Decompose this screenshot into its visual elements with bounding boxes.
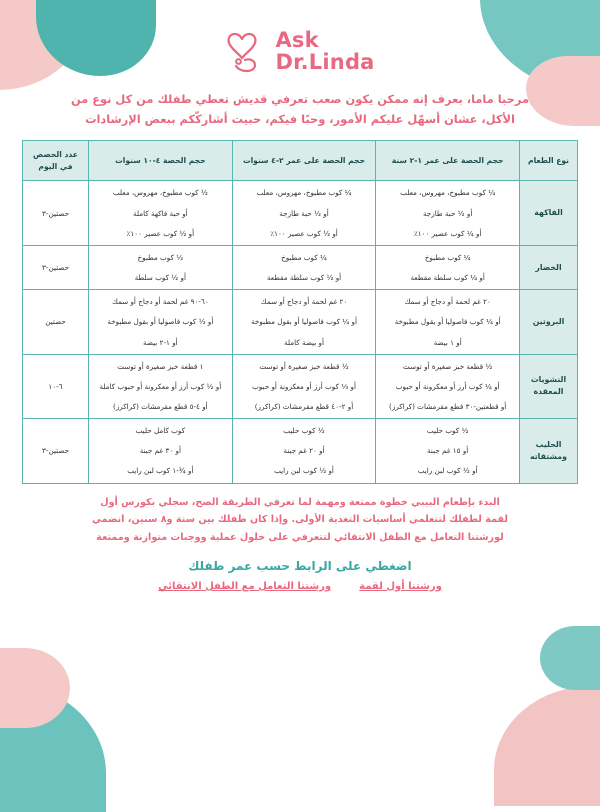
- cell-fruit-age-2-4: [232, 181, 376, 245]
- cell-line: أو ½ كوب عصير ١٠٠٪: [126, 228, 195, 238]
- cell-line: ½ كوب مطبوخ: [137, 252, 184, 262]
- cell-line: أو ¼ كوب عصير ١٠٠٪: [413, 228, 482, 238]
- cta-text: اضغطي على الرابط حسب عمر طفلك: [188, 558, 412, 573]
- column-header-age-2-4: حجم الحصة على عمر ٢-٤ سنوات: [232, 140, 376, 181]
- cell-line: أو ١-٢ بيضة: [143, 337, 178, 347]
- cell-vegetables-age-1-2: [376, 245, 520, 289]
- brand-line-2: Dr.Linda: [275, 50, 375, 74]
- brand-logo: [22, 0, 578, 74]
- footer-links: [22, 581, 578, 598]
- cell-fruit-servings: حصتين-٣: [23, 181, 89, 245]
- intro-line-2: الأكل، عشان أسهّل عليكم الأمور، وحبًا فيكم، حبيت أشاركّكم ببعض الإرشادات: [85, 111, 515, 126]
- row-label-fruit: الفاكهة: [520, 181, 578, 245]
- cell-vegetables-age-4-10: [89, 245, 233, 289]
- cell-line: ٢٠ غم لحمة أو دجاج أو سمك: [404, 297, 491, 307]
- cell-line: أو ⅓ كوب أرز أو معكرونة أو حبوب: [252, 381, 356, 391]
- cell-line: ½ كوب حليب: [283, 426, 325, 436]
- cell-carbs-age-2-4: [232, 354, 376, 418]
- cell-carbs-age-4-10: [89, 354, 233, 418]
- cell-line: ١ قطعة خبز صغيرة أو توست: [117, 361, 204, 371]
- cell-protein-age-4-10: [89, 290, 233, 354]
- cell-line: أو ١ بيضة: [433, 337, 462, 347]
- decorative-blob-bottom-right-pink: [494, 686, 600, 806]
- table-row: [23, 419, 578, 483]
- column-header-age-4-10: حجم الحصة ٤-١٠ سنوات: [89, 140, 233, 181]
- cell-line: أو قطعتين-٣٠ قطع مقرمشات (كراكرز): [389, 402, 507, 411]
- cell-line: أو ½ كوب لبن رايب: [274, 466, 334, 476]
- cell-line: أو ½ حبة طازجة: [279, 208, 329, 218]
- table-row: [23, 290, 578, 354]
- intro-line-1: مرحبا ماما، بعرف إنه ممكن يكون صعب تعرفي قديش تعطي طفلك من كل نوع من: [70, 92, 529, 106]
- cell-carbs-age-1-2: [376, 354, 520, 418]
- cell-protein-age-1-2: [376, 290, 520, 354]
- cell-line: ½ قطعة خبز صغيرة أو توست: [402, 361, 493, 371]
- cell-line: ½ كوب مطبوخ، مهروس، معلب: [112, 188, 208, 198]
- footer-line-3: لورشتنا التعامل مع الطفل الانتقائي لتتعرفي على حلول عملية ووجبات متوازنة وممتعة: [96, 532, 504, 544]
- cell-line: ¼ كوب مطبوخ: [424, 252, 471, 262]
- cell-line: أو ١٥ غم جبنة: [427, 446, 469, 456]
- cell-protein-servings: حصتين: [23, 290, 89, 354]
- cell-line: ٢٠ غم لحمة أو دجاج أو سمك: [260, 297, 348, 307]
- footer-text: [40, 494, 560, 547]
- hand-heart-icon: [225, 28, 265, 74]
- cell-line: ¼ كوب مطبوخ، مهروس، معلب: [400, 188, 496, 198]
- cell-line: أو ٤-٥ قطع مقرمشات (كراكرز): [113, 402, 208, 411]
- brand-line-1: Ask: [275, 27, 319, 52]
- row-label-vegetables: الخضار: [520, 245, 578, 289]
- table-row: [23, 181, 578, 245]
- cell-vegetables-servings: حصتين-٣: [23, 245, 89, 289]
- column-header-servings: عدد الحصص في اليوم: [23, 140, 89, 181]
- cell-line: أو ٣٠ غم جبنة: [139, 446, 181, 456]
- cell-line: ½ كوب حليب: [426, 426, 469, 436]
- portion-size-table: [22, 140, 578, 484]
- cell-line: أو بيضة كاملة: [284, 337, 325, 347]
- cell-dairy-age-2-4: [232, 419, 376, 483]
- row-label-carbs: النشويات المعقدة: [520, 354, 578, 418]
- cell-protein-age-2-4: [232, 290, 376, 354]
- link-picky-eater-workshop[interactable]: ورشتنا التعامل مع الطفل الانتقائي: [158, 580, 332, 592]
- decorative-blob-bottom-right-teal: [540, 626, 600, 690]
- footer-line-2: لقمة لطفلك لتتعلمي أساسيات التغذية الأولى. وإذا كان طفلك بين سنة و٨ سنين، انضمي: [91, 514, 509, 526]
- cell-line: ٦٠-٩٠ غم لحمة أو دجاج أو سمك: [111, 297, 209, 307]
- row-label-protein: البروتين: [520, 290, 578, 354]
- footer-line-1: البدء بإطعام البيبي خطوة ممتعة ومهمة لما تعرفي الطريقة الصح، سجلي بكورس أول: [100, 496, 500, 508]
- cell-line: أو ½ حبة طازجة: [422, 208, 473, 218]
- cell-line: ¼ كوب مطبوخ: [281, 252, 327, 262]
- cell-line: أو ٢-٤٠ قطع مقرمشات (كراكرز): [254, 402, 354, 411]
- column-header-age-1-2: حجم الحصة على عمر ١-٢ سنة: [376, 140, 520, 181]
- cell-dairy-age-1-2: [376, 419, 520, 483]
- table-row: [23, 354, 578, 418]
- link-first-bite-workshop[interactable]: ورشتنا أول لقمة: [359, 580, 442, 592]
- cell-line: أو ¾-١ كوب لبن رايب: [127, 466, 194, 476]
- cell-line: أو حبة فاكهة كاملة: [132, 208, 188, 218]
- cell-line: أو ½ كوب سلطة: [134, 273, 187, 283]
- cell-carbs-servings: ٦-١٠: [23, 354, 89, 418]
- cell-vegetables-age-2-4: [232, 245, 376, 289]
- cell-line: أو ½ كوب أرز أو معكرونة أو حبوب كاملة: [99, 381, 222, 391]
- brand-name: [275, 29, 374, 73]
- cell-line: كوب كامل حليب: [135, 426, 186, 436]
- cell-dairy-servings: حصتين-٣: [23, 419, 89, 483]
- cell-fruit-age-4-10: [89, 181, 233, 245]
- cell-line: ½ قطعة خبز صغيرة أو توست: [259, 361, 349, 371]
- cell-line: أو ½ كوب سلطة مقطعة: [266, 273, 342, 283]
- row-label-dairy: الحليب ومشتقاته: [520, 419, 578, 483]
- cell-line: أو ٢٠ غم جبنة: [283, 446, 325, 456]
- cell-line: أو ¼ كوب سلطة مقطعة: [410, 273, 485, 283]
- column-header-food-type: نوع الطعام: [520, 140, 578, 181]
- cell-line: أو ½ كوب لبن رايب: [417, 466, 478, 476]
- cell-line: أو ½ كوب عصير ١٠٠٪: [270, 228, 338, 238]
- cell-line: ¼ كوب مطبوخ، مهروس، معلب: [256, 188, 352, 198]
- cell-line: أو ¼ كوب فاصولیا أو بقول مطبوخة: [394, 317, 501, 327]
- cell-line: أو ½ كوب فاصوليا أو بقول مطبوخة: [107, 317, 214, 327]
- cell-line: أو ¼ كوب أرز أو معكرونة أو حبوب: [395, 381, 500, 391]
- cell-fruit-age-1-2: [376, 181, 520, 245]
- intro-text: [50, 90, 550, 130]
- cell-dairy-age-4-10: [89, 419, 233, 483]
- table-header-row: [23, 140, 578, 181]
- cell-line: أو ¼ كوب فاصولیا أو بقول مطبوخة: [251, 317, 358, 327]
- table-row: [23, 245, 578, 289]
